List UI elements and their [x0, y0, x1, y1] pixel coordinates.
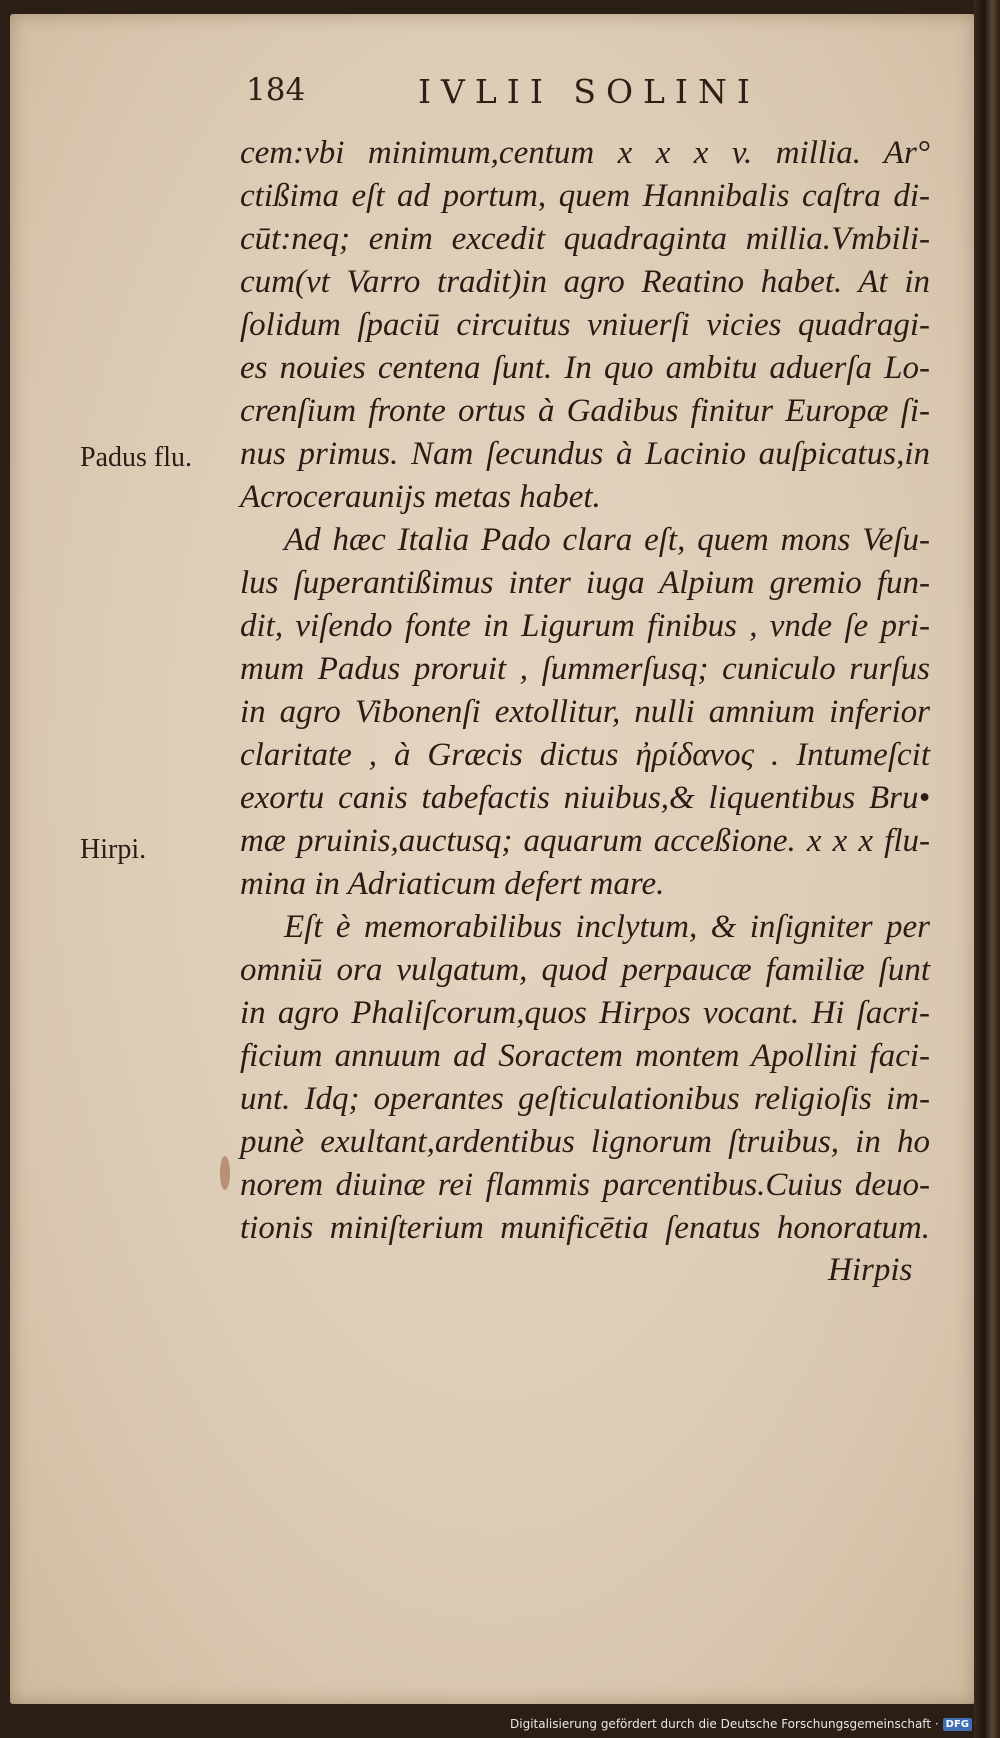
text-line: in agro Phaliſcorum,quos Hirpos vocant. Hi ſacri- — [240, 995, 930, 1031]
book-edge — [974, 0, 1000, 1738]
catchword: Hirpis — [828, 1252, 913, 1288]
margin-note-padus: Padus flu. — [80, 442, 192, 473]
text-line: mum Padus proruit , ſummerſusq; cuniculo rurſus — [240, 651, 930, 687]
text-line: es nouies centena ſunt. In quo ambitu aduerſa Lo- — [240, 350, 930, 386]
dfg-logo-icon[interactable]: DFG — [943, 1718, 972, 1731]
running-title: IVLII SOLINI — [418, 72, 760, 111]
text-line: dit, viſendo fonte in Ligurum finibus , vnde ſe pri- — [240, 608, 930, 644]
text-line: lus ſuperantißimus inter iuga Alpium gremio fun- — [240, 565, 930, 601]
text-line: ſolidum ſpaciū circuitus vniuerſi vicies quadragi- — [240, 307, 930, 343]
text-line: Eſt è memorabilibus inclytum, & inſigniter per — [284, 909, 930, 945]
text-line: Ad hæc Italia Pado clara eſt, quem mons Veſu- — [284, 522, 930, 558]
footer-credit — [510, 1714, 972, 1734]
text-line: nus primus. Nam ſecundus à Lacinio auſpicatus,in — [240, 436, 930, 472]
text-line: exortu canis tabefactis niuibus,& liquentibus Bru• — [240, 780, 930, 816]
page-number: 184 — [246, 72, 306, 108]
text-line: unt. Idq; operantes geſticulationibus religioſis im- — [240, 1081, 930, 1117]
text-line: mina in Adriaticum defert mare. — [240, 866, 665, 902]
text-line: ctißima eſt ad portum, quem Hannibalis caſtra di- — [240, 178, 930, 214]
text-line: in agro Vibonenſi extollitur, nulli amnium inferior — [240, 694, 930, 730]
page-header — [0, 72, 1000, 122]
text-line: tionis miniſterium munificētia ſenatus honoratum. — [240, 1210, 930, 1246]
text-line: norem diuinæ rei flammis parcentibus.Cuius deuo- — [240, 1167, 930, 1203]
text-line: mæ pruinis,auctusq; aquarum acceßione. x x x flu- — [240, 823, 930, 859]
text-line: ficium annuum ad Soractem montem Apollini faci- — [240, 1038, 930, 1074]
text-line: punè exultant,ardentibus lignorum ſtruibus, in ho — [240, 1124, 930, 1160]
ink-stain — [220, 1156, 230, 1190]
text-line: claritate , à Græcis dictus ἠρίδανος . Intumeſcit — [240, 737, 930, 773]
body-text — [240, 132, 930, 1250]
text-line: cūt:neq; enim excedit quadraginta millia.Vmbili- — [240, 221, 930, 257]
text-line: Acroceraunijs metas habet. — [240, 479, 601, 515]
text-line: crenſium fronte ortus à Gadibus finitur Europæ ſi- — [240, 393, 930, 429]
margin-note-hirpi: Hirpi. — [80, 834, 147, 865]
text-line: cem:vbi minimum,centum x x x v. millia. Ar° — [240, 135, 930, 171]
text-line: cum(vt Varro tradit)in agro Reatino habet. At in — [240, 264, 930, 300]
footer-credit-text: Digitalisierung gefördert durch die Deutsche Forschungsgemeinschaft · — [510, 1717, 939, 1731]
text-line: omniū ora vulgatum, quod perpaucæ familiæ ſunt — [240, 952, 930, 988]
